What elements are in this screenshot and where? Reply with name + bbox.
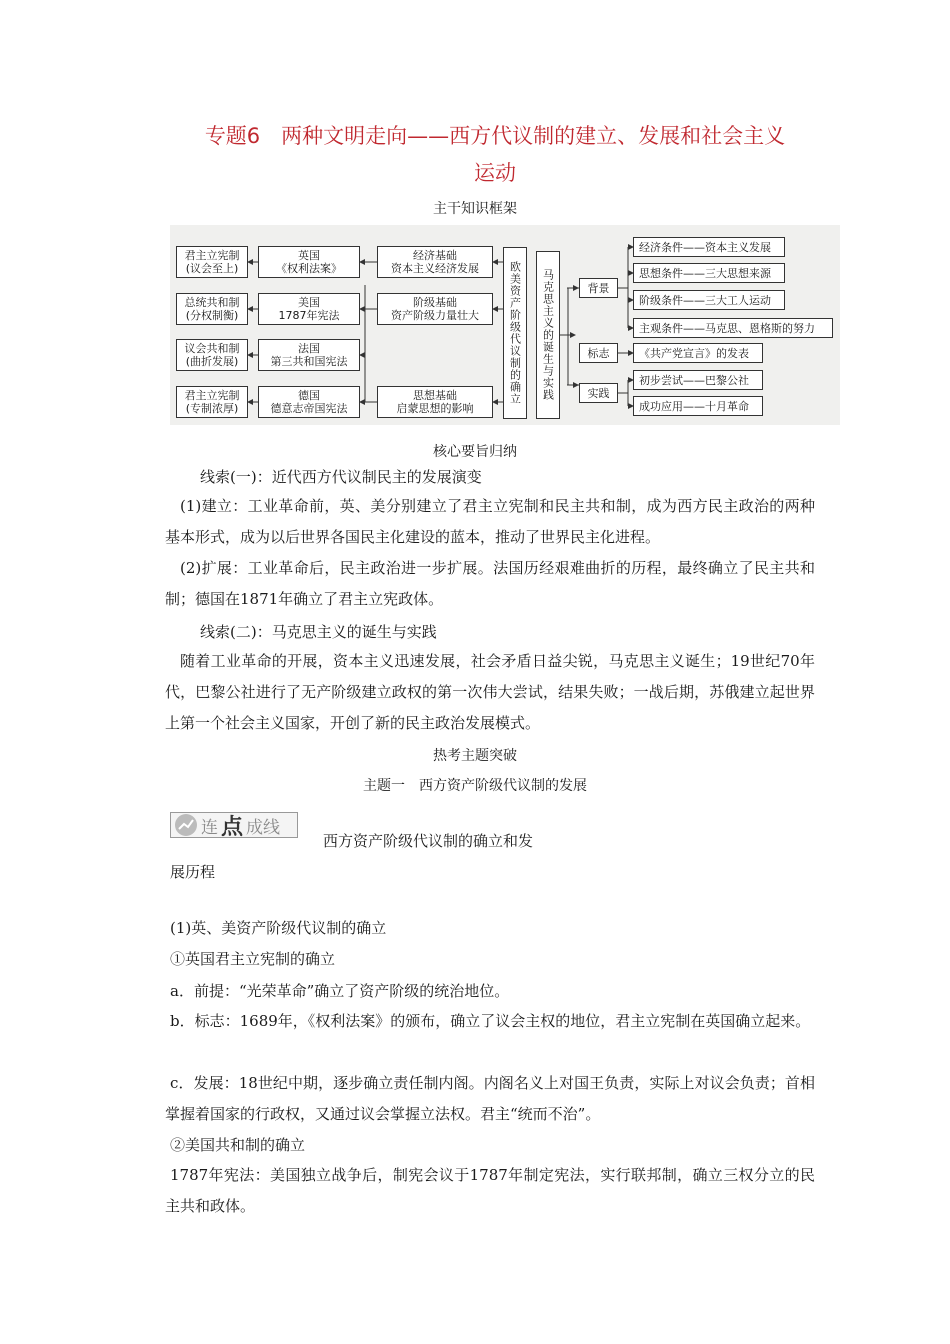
diagram-col3-box: 阶级基础 资产阶级力量壮大 xyxy=(377,293,493,325)
framework-heading: 主干知识框架 xyxy=(433,201,517,217)
diagram-item-box: 经济条件——资本主义发展 xyxy=(633,237,785,257)
diagram-col2-box: 法国 第三共和国宪法 xyxy=(258,339,360,371)
badge-text-1: 连 xyxy=(201,817,218,838)
diagram-item-box: 思想条件——三大思想来源 xyxy=(633,263,785,283)
diagram-item-box: 阶级条件——三大工人运动 xyxy=(633,290,785,310)
badge-text-2: 点 xyxy=(221,814,244,840)
diagram-category-box: 实践 xyxy=(579,383,618,403)
diagram-col3-box: 经济基础 资本主义经济发展 xyxy=(377,246,493,278)
clue2-title: 线索(二)：马克思主义的诞生与实践 xyxy=(200,623,437,641)
clue2-paragraph: 随着工业革命的开展，资本主义迅速发展，社会矛盾日益尖锐，马克思主义诞生；19世纪70年代，巴黎公社进行了无产阶级建立政权的第一次伟大尝试，结果失败；一战后期，苏俄建立起世界上第一个社会主义国家，开创了新的民主政治发展模式。 xyxy=(165,652,815,732)
diagram-item-box: 成功应用——十月革命 xyxy=(633,396,763,416)
point-c: c．发展：18世纪中期，逐步确立责任制内阁。内阁名义上对国王负责，实际上对议会负责；首相掌握着国家的行政权，又通过议会掌握立法权。君主“统而不治”。 xyxy=(165,1074,815,1123)
diagram-col2-box: 美国 1787年宪法 xyxy=(258,293,360,325)
diagram-col1-box: 君主立宪制 (专制浓厚) xyxy=(176,386,248,418)
subsection-heading: ②美国共和制的确立 xyxy=(170,1136,306,1154)
clue1-paragraph-1: (1)建立：工业革命前，英、美分别建立了君主立宪制和民主共和制，成为西方民主政治的两种基本形式，成为以后世界各国民主化建设的蓝本，推动了世界民主化进程。 xyxy=(165,497,815,546)
badge-caption-line1: 西方资产阶级代议制的确立和发 xyxy=(323,832,534,850)
point-b: b．标志：1689年，《权利法案》的颁布，确立了议会主权的地位，君主立宪制在英国确立起来。 xyxy=(170,1012,811,1030)
core-heading: 核心要旨归纳 xyxy=(433,444,517,460)
section-heading: (1)英、美资产阶级代议制的确立 xyxy=(170,919,387,937)
diagram-col1-box: 议会共和制 (曲折发展) xyxy=(176,339,248,371)
diagram-col1-box: 总统共和制 (分权制衡) xyxy=(176,293,248,325)
diagram-col2-box: 德国 德意志帝国宪法 xyxy=(258,386,360,418)
theme1-heading: 主题一 西方资产阶级代议制的发展 xyxy=(363,778,587,794)
diagram-category-box: 标志 xyxy=(579,343,618,363)
subsection-heading: ①英国君主立宪制的确立 xyxy=(170,950,336,968)
clue1-paragraph-2: (2)扩展：工业革命后，民主政治进一步扩展。法国历经艰难曲折的历程，最终确立了民主共和制；德国在1871年确立了君主立宪政体。 xyxy=(165,559,815,608)
hot-topics-heading: 热考主题突破 xyxy=(433,748,517,764)
diagram-item-box: 初步尝试——巴黎公社 xyxy=(633,370,763,390)
constitution-paragraph: 1787年宪法：美国独立战争后，制宪会议于1787年制定宪法，实行联邦制，确立三权分立的民主共和政体。 xyxy=(165,1166,815,1215)
page-title-line1: 专题6 两种文明走向——西方代议制的建立、发展和社会主义 xyxy=(204,124,786,148)
diagram-item-box: 主观条件——马克思、恩格斯的努力 xyxy=(633,318,833,338)
clue1-title: 线索(一)：近代西方代议制民主的发展演变 xyxy=(200,468,482,486)
badge-caption-line2: 展历程 xyxy=(170,863,216,881)
diagram-item-box: 《共产党宣言》的发表 xyxy=(633,343,763,363)
point-a: a．前提：“光荣革命”确立了资产阶级的统治地位。 xyxy=(170,982,510,1000)
diagram-center-left-box: 欧美资产阶级代议制的确立 xyxy=(503,247,527,419)
diagram-col2-box: 英国 《权利法案》 xyxy=(258,246,360,278)
diagram-col3-box: 思想基础 启蒙思想的影响 xyxy=(377,386,493,418)
diagram-category-box: 背景 xyxy=(579,278,618,298)
knowledge-framework-diagram xyxy=(170,225,840,425)
connect-dots-badge xyxy=(170,812,298,838)
trend-chart-icon xyxy=(175,814,197,836)
badge-text-3: 成线 xyxy=(246,817,281,838)
diagram-col1-box: 君主立宪制 (议会至上) xyxy=(176,246,248,278)
page-title xyxy=(165,118,825,192)
diagram-center-right-box: 马克思主义的诞生与实践 xyxy=(536,251,560,419)
page-title-line2: 运动 xyxy=(474,161,516,185)
